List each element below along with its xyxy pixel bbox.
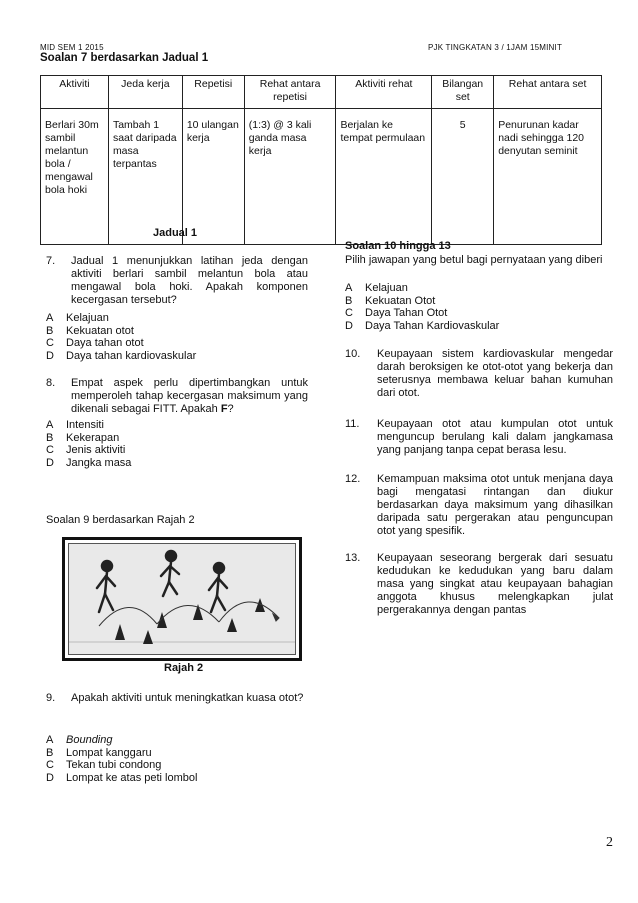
option-text: Tekan tubi condong <box>66 759 162 772</box>
q7-options <box>46 312 196 362</box>
question-10 <box>345 348 613 400</box>
question-13 <box>345 552 613 617</box>
question-text: Keupayaan sistem kardiovaskular mengedar darah beroksigen ke otot-otot yang bekerja dan seterusnya membawa keluar bahan kumuhan dari otot. <box>377 348 613 399</box>
page-number: 2 <box>606 835 613 850</box>
question-11 <box>345 418 613 457</box>
option-c <box>345 307 499 320</box>
option-text: Kekerapan <box>66 431 120 444</box>
option-a <box>46 312 196 325</box>
rajah-2-figure <box>62 537 302 661</box>
option-letter: C <box>46 337 54 350</box>
option-text: Daya Tahan Otot <box>365 307 448 320</box>
header-left: MID SEM 1 2015 <box>40 43 104 52</box>
option-text: Kekuatan otot <box>66 324 134 337</box>
question-number: 12. <box>345 473 361 485</box>
question-7 <box>46 255 308 307</box>
question-8 <box>46 377 308 416</box>
option-letter: B <box>46 431 54 444</box>
option-b <box>46 432 131 445</box>
figure-caption: Rajah 2 <box>164 662 204 674</box>
table-header: Rehat antara set <box>494 76 602 109</box>
table-header: Rehat antara repetisi <box>244 76 336 109</box>
option-d <box>345 320 499 333</box>
option-letter: B <box>46 324 54 337</box>
question-text: Kemampuan maksima otot untuk menjana daya bagi mengatasi rintangan dan diukur berdasarkan daya maksimum yang dihasilkan daripada satu pergerakan atau penguncupan otot yang spesifik. <box>377 473 613 537</box>
option-letter: C <box>46 759 54 772</box>
question-text: Apakah aktiviti untuk meningkatkan kuasa otot? <box>71 692 304 704</box>
question-12 <box>345 473 613 538</box>
option-a <box>46 734 197 747</box>
option-letter: C <box>46 444 54 457</box>
option-c <box>46 337 196 350</box>
option-text: Jangka masa <box>66 456 132 469</box>
option-letter: A <box>46 312 54 324</box>
q9-options <box>46 734 197 784</box>
option-b <box>345 295 499 308</box>
question-number: 11. <box>345 418 360 430</box>
q10-13-options <box>345 282 499 332</box>
question-number: 13. <box>345 552 361 564</box>
option-text: Intensiti <box>66 419 104 431</box>
option-letter: A <box>46 734 54 746</box>
table-cell: (1:3) @ 3 kali ganda masa kerja <box>244 109 336 245</box>
option-text: Daya tahan kardiovaskular <box>66 349 197 362</box>
table-cell: Tambah 1 saat daripada masa terpantas <box>108 109 182 245</box>
question-text: Empat aspek perlu dipertimbangkan untuk memperoleh tahap kecergasan maksimum yang dikenali sebagai FITT. Apakah F? <box>71 377 308 415</box>
q10-13-instruction: Pilih jawapan yang betul bagi pernyataan yang diberi <box>345 254 603 266</box>
question-9 <box>46 692 308 705</box>
header-right: PJK TINGKATAN 3 / 1JAM 15MINIT <box>428 43 563 52</box>
option-d <box>46 457 131 470</box>
option-text: Daya tahan otot <box>66 337 144 350</box>
option-letter: D <box>46 349 54 362</box>
option-text: Kelajuan <box>66 312 109 324</box>
option-b <box>46 747 197 760</box>
q9-intro: Soalan 9 berdasarkan Rajah 2 <box>46 514 195 526</box>
option-a <box>345 282 499 295</box>
option-text: Lompat kanggaru <box>66 746 152 759</box>
jadual-1-table <box>40 75 602 245</box>
option-b <box>46 325 196 338</box>
table-row <box>41 109 602 245</box>
option-a <box>46 419 131 432</box>
option-c <box>46 759 197 772</box>
option-text: Kekuatan Otot <box>365 294 436 307</box>
option-d <box>46 350 196 363</box>
option-c <box>46 444 131 457</box>
question-number: 10. <box>345 348 361 360</box>
table-header: Aktiviti <box>41 76 109 109</box>
table-header-row <box>41 76 602 109</box>
question-text: Jadual 1 menunjukkan latihan jeda dengan aktiviti berlari sambil melantun bola atau mengawal bola hoki. Apakah komponen kecergasan tersebut? <box>71 255 308 306</box>
table-header: Aktiviti rehat <box>336 76 432 109</box>
table-header: Repetisi <box>182 76 244 109</box>
question-text: Keupayaan otot atau kumpulan otot untuk menguncup berulang kali dalam jangkamasa yang panjang tanpa cepat berasa lesu. <box>377 418 613 456</box>
option-letter: D <box>46 456 54 469</box>
table-cell: Penurunan kadar nadi sehingga 120 denyutan seminit <box>494 109 602 245</box>
question-number: 7. <box>46 255 56 267</box>
option-letter: A <box>345 282 353 294</box>
table-caption: Jadual 1 <box>153 227 198 239</box>
question-number: 9. <box>46 692 56 704</box>
section-title: Soalan 7 berdasarkan Jadual 1 <box>40 52 209 64</box>
option-text: Bounding <box>66 734 113 746</box>
table-cell: 10 ulangan kerja <box>182 109 244 245</box>
option-letter: B <box>345 294 353 307</box>
bounding-drawing <box>69 544 295 654</box>
bounding-illustration <box>68 543 296 655</box>
table-cell: Berlari 30m sambil melantun bola / mengawal bola hoki <box>41 109 109 245</box>
q10-13-title: Soalan 10 hingga 13 <box>345 240 451 252</box>
option-text: Kelajuan <box>365 282 408 294</box>
table-header: Bilangan set <box>432 76 494 109</box>
option-letter: A <box>46 419 54 431</box>
option-letter: C <box>345 307 353 320</box>
option-text: Daya Tahan Kardiovaskular <box>365 319 500 332</box>
option-text: Jenis aktiviti <box>66 444 126 457</box>
table-cell: Berjalan ke tempat permulaan <box>336 109 432 245</box>
question-text: Keupayaan seseorang bergerak dari sesuatu kedudukan ke kedudukan yang baru dalam masa yang singkat atau keupayaan bahagian anggota khusus melengkapkan julat pergerakannya dengan pantas <box>377 552 613 616</box>
table-header: Jeda kerja <box>108 76 182 109</box>
option-letter: D <box>46 771 54 784</box>
option-letter: D <box>345 319 353 332</box>
option-d <box>46 772 197 785</box>
table-cell: 5 <box>432 109 494 245</box>
q8-options <box>46 419 131 469</box>
question-number: 8. <box>46 377 56 389</box>
option-letter: B <box>46 746 54 759</box>
option-text: Lompat ke atas peti lombol <box>66 771 198 784</box>
